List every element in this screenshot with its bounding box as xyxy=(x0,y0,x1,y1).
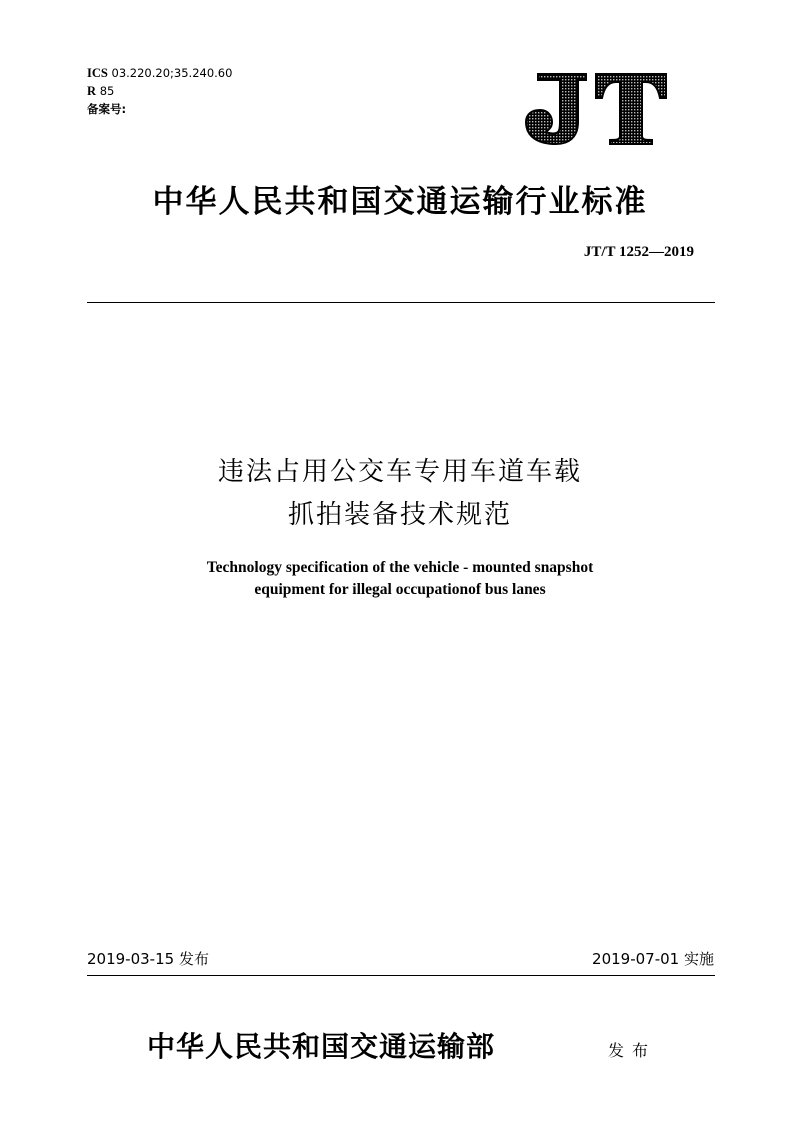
jt-logo xyxy=(520,70,670,146)
issue-date: 2019-03-15 发布 xyxy=(87,950,209,968)
logo-text: JT xyxy=(520,70,521,71)
standard-code: JT/T 1252—2019 xyxy=(583,244,694,260)
publisher-name: 中华人民共和国交通运输部 xyxy=(147,1030,496,1063)
metadata-block xyxy=(87,64,232,118)
classification-line xyxy=(87,82,232,100)
publish-label: 发布 xyxy=(608,1041,657,1060)
classification-label: R xyxy=(87,84,97,98)
standard-organization: 中华人民共和国交通运输行业标准 xyxy=(152,184,648,220)
title-chinese-line-2: 抓拍装备技术规范 xyxy=(287,500,512,530)
title-chinese-line-1: 违法占用公交车专用车道车载 xyxy=(217,457,582,487)
title-chinese xyxy=(0,451,800,537)
ics-line xyxy=(87,64,232,82)
filing-number-label: 备案号: xyxy=(87,102,127,116)
filing-number-line xyxy=(87,100,232,118)
classification-value: 85 xyxy=(99,84,115,98)
title-english-line-2: equipment for illegal occupationof bus lanes xyxy=(254,581,546,598)
implementation-date: 2019-07-01 实施 xyxy=(592,950,714,968)
title-english-line-1: Technology specification of the vehicle - mounted snapshot xyxy=(206,559,594,576)
header-divider xyxy=(87,302,715,303)
title-english xyxy=(0,557,800,601)
ics-label: ICS xyxy=(87,66,108,80)
ics-value: 03.220.20;35.240.60 xyxy=(111,66,233,80)
footer-divider xyxy=(87,975,715,976)
